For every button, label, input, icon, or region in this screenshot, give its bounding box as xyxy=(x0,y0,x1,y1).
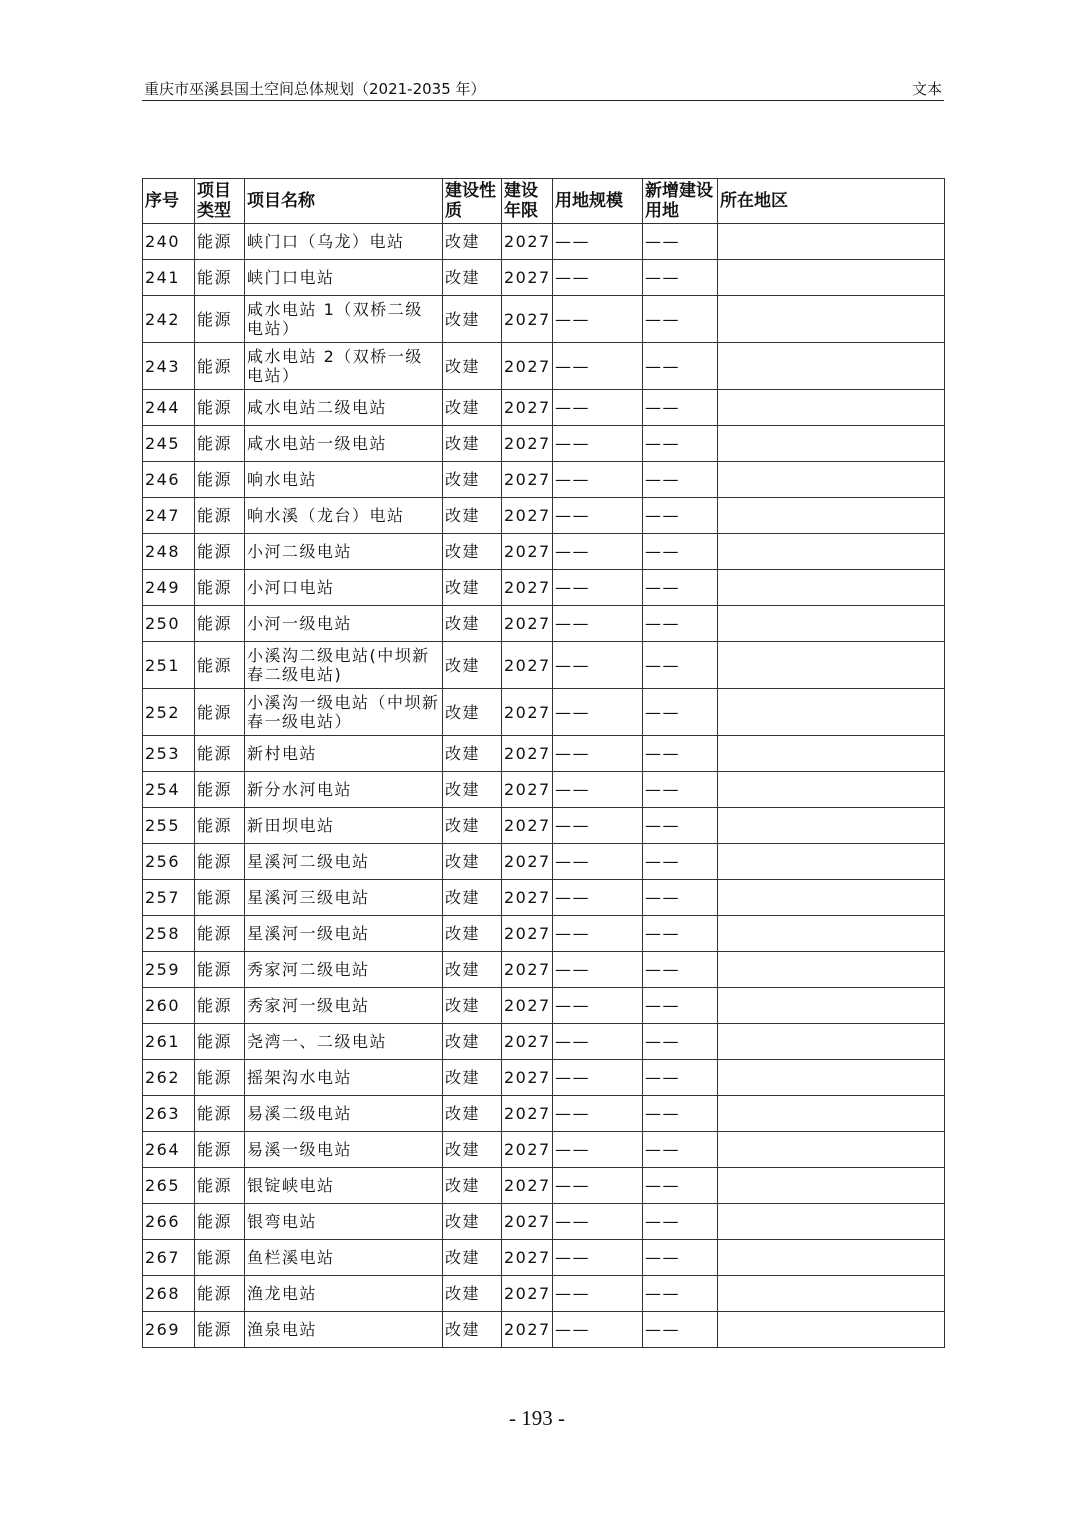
table-row xyxy=(143,988,945,1024)
cell-col-index: 241 xyxy=(143,260,195,296)
table-row xyxy=(143,296,945,343)
cell-col-nature: 改建 xyxy=(443,689,502,736)
cell-col-year: 2027 xyxy=(502,426,553,462)
header-col-land-scale: 用地规模 xyxy=(553,179,643,224)
cell-col-type: 能源 xyxy=(195,952,245,988)
cell-col-nature: 改建 xyxy=(443,224,502,260)
cell-col-new-land: —— xyxy=(643,343,718,390)
cell-col-type: 能源 xyxy=(195,1096,245,1132)
cell-col-type: 能源 xyxy=(195,844,245,880)
cell-col-type: 能源 xyxy=(195,498,245,534)
cell-col-type: 能源 xyxy=(195,606,245,642)
table-row xyxy=(143,260,945,296)
cell-col-land-scale: —— xyxy=(553,844,643,880)
cell-col-index: 254 xyxy=(143,772,195,808)
cell-col-new-land: —— xyxy=(643,880,718,916)
cell-col-new-land: —— xyxy=(643,772,718,808)
cell-col-land-scale: —— xyxy=(553,1276,643,1312)
cell-col-index: 261 xyxy=(143,1024,195,1060)
header-col-type: 项目类型 xyxy=(195,179,245,224)
cell-col-index: 263 xyxy=(143,1096,195,1132)
cell-col-location xyxy=(718,498,945,534)
cell-col-year: 2027 xyxy=(502,343,553,390)
cell-col-land-scale: —— xyxy=(553,952,643,988)
cell-col-new-land: —— xyxy=(643,606,718,642)
cell-col-land-scale: —— xyxy=(553,390,643,426)
cell-col-type: 能源 xyxy=(195,1024,245,1060)
cell-col-nature: 改建 xyxy=(443,772,502,808)
cell-col-new-land: —— xyxy=(643,642,718,689)
cell-col-index: 248 xyxy=(143,534,195,570)
cell-col-type: 能源 xyxy=(195,224,245,260)
cell-col-new-land: —— xyxy=(643,260,718,296)
cell-col-index: 244 xyxy=(143,390,195,426)
cell-col-type: 能源 xyxy=(195,916,245,952)
cell-col-land-scale: —— xyxy=(553,689,643,736)
cell-col-location xyxy=(718,1168,945,1204)
cell-col-year: 2027 xyxy=(502,1132,553,1168)
cell-col-nature: 改建 xyxy=(443,343,502,390)
cell-col-index: 266 xyxy=(143,1204,195,1240)
table-header-row xyxy=(143,179,945,224)
cell-col-land-scale: —— xyxy=(553,498,643,534)
cell-col-location xyxy=(718,952,945,988)
cell-col-land-scale: —— xyxy=(553,1132,643,1168)
cell-col-nature: 改建 xyxy=(443,1168,502,1204)
cell-col-type: 能源 xyxy=(195,570,245,606)
cell-col-type: 能源 xyxy=(195,988,245,1024)
cell-col-new-land: —— xyxy=(643,689,718,736)
cell-col-type: 能源 xyxy=(195,1276,245,1312)
page-number: - 193 - xyxy=(509,1406,565,1430)
table-row xyxy=(143,1312,945,1348)
cell-col-year: 2027 xyxy=(502,1096,553,1132)
table-row xyxy=(143,952,945,988)
cell-col-location xyxy=(718,426,945,462)
project-table xyxy=(142,178,945,1348)
cell-col-nature: 改建 xyxy=(443,642,502,689)
cell-col-year: 2027 xyxy=(502,534,553,570)
cell-col-new-land: —— xyxy=(643,570,718,606)
cell-col-land-scale: —— xyxy=(553,1096,643,1132)
cell-col-nature: 改建 xyxy=(443,1204,502,1240)
cell-col-year: 2027 xyxy=(502,1276,553,1312)
table-row xyxy=(143,1060,945,1096)
cell-col-nature: 改建 xyxy=(443,1312,502,1348)
cell-col-land-scale: —— xyxy=(553,343,643,390)
cell-col-land-scale: —— xyxy=(553,426,643,462)
cell-col-new-land: —— xyxy=(643,1024,718,1060)
table-row xyxy=(143,1168,945,1204)
cell-col-new-land: —— xyxy=(643,1132,718,1168)
cell-col-index: 265 xyxy=(143,1168,195,1204)
cell-col-nature: 改建 xyxy=(443,534,502,570)
cell-col-type: 能源 xyxy=(195,642,245,689)
cell-col-land-scale: —— xyxy=(553,570,643,606)
cell-col-location xyxy=(718,1132,945,1168)
cell-col-year: 2027 xyxy=(502,1168,553,1204)
cell-col-new-land: —— xyxy=(643,296,718,343)
cell-col-name: 摇架沟水电站 xyxy=(245,1060,443,1096)
cell-col-nature: 改建 xyxy=(443,390,502,426)
cell-col-land-scale: —— xyxy=(553,736,643,772)
table-row xyxy=(143,390,945,426)
cell-col-name: 星溪河三级电站 xyxy=(245,880,443,916)
cell-col-index: 264 xyxy=(143,1132,195,1168)
cell-col-location xyxy=(718,808,945,844)
cell-col-year: 2027 xyxy=(502,808,553,844)
cell-col-type: 能源 xyxy=(195,426,245,462)
cell-col-land-scale: —— xyxy=(553,1024,643,1060)
cell-col-location xyxy=(718,1024,945,1060)
cell-col-name: 秀家河一级电站 xyxy=(245,988,443,1024)
cell-col-name: 新村电站 xyxy=(245,736,443,772)
cell-col-nature: 改建 xyxy=(443,916,502,952)
cell-col-type: 能源 xyxy=(195,1132,245,1168)
cell-col-type: 能源 xyxy=(195,296,245,343)
cell-col-name: 咸水电站 2（双桥一级电站） xyxy=(245,343,443,390)
table-row xyxy=(143,880,945,916)
cell-col-land-scale: —— xyxy=(553,880,643,916)
cell-col-year: 2027 xyxy=(502,689,553,736)
header-col-location: 所在地区 xyxy=(718,179,945,224)
cell-col-nature: 改建 xyxy=(443,1024,502,1060)
table-row xyxy=(143,1240,945,1276)
cell-col-name: 银锭峡电站 xyxy=(245,1168,443,1204)
cell-col-location xyxy=(718,1096,945,1132)
cell-col-location xyxy=(718,988,945,1024)
cell-col-nature: 改建 xyxy=(443,1276,502,1312)
cell-col-land-scale: —— xyxy=(553,988,643,1024)
cell-col-name: 星溪河一级电站 xyxy=(245,916,443,952)
cell-col-nature: 改建 xyxy=(443,1132,502,1168)
page-header xyxy=(142,76,944,101)
cell-col-index: 251 xyxy=(143,642,195,689)
cell-col-location xyxy=(718,462,945,498)
cell-col-type: 能源 xyxy=(195,772,245,808)
cell-col-location xyxy=(718,736,945,772)
table-row xyxy=(143,772,945,808)
cell-col-new-land: —— xyxy=(643,390,718,426)
cell-col-new-land: —— xyxy=(643,426,718,462)
cell-col-land-scale: —— xyxy=(553,260,643,296)
cell-col-location xyxy=(718,1312,945,1348)
cell-col-new-land: —— xyxy=(643,1060,718,1096)
cell-col-nature: 改建 xyxy=(443,952,502,988)
cell-col-new-land: —— xyxy=(643,1240,718,1276)
cell-col-index: 255 xyxy=(143,808,195,844)
cell-col-index: 262 xyxy=(143,1060,195,1096)
cell-col-year: 2027 xyxy=(502,1024,553,1060)
cell-col-type: 能源 xyxy=(195,1240,245,1276)
cell-col-location xyxy=(718,534,945,570)
cell-col-type: 能源 xyxy=(195,880,245,916)
table-body xyxy=(143,224,945,1348)
cell-col-name: 渔泉电站 xyxy=(245,1312,443,1348)
cell-col-new-land: —— xyxy=(643,1276,718,1312)
cell-col-name: 渔龙电站 xyxy=(245,1276,443,1312)
cell-col-nature: 改建 xyxy=(443,606,502,642)
cell-col-land-scale: —— xyxy=(553,1312,643,1348)
table-row xyxy=(143,916,945,952)
cell-col-name: 鱼栏溪电站 xyxy=(245,1240,443,1276)
cell-col-year: 2027 xyxy=(502,224,553,260)
cell-col-index: 245 xyxy=(143,426,195,462)
cell-col-land-scale: —— xyxy=(553,916,643,952)
cell-col-name: 小河二级电站 xyxy=(245,534,443,570)
cell-col-land-scale: —— xyxy=(553,296,643,343)
cell-col-year: 2027 xyxy=(502,296,553,343)
cell-col-land-scale: —— xyxy=(553,606,643,642)
cell-col-new-land: —— xyxy=(643,1096,718,1132)
cell-col-index: 256 xyxy=(143,844,195,880)
cell-col-location xyxy=(718,296,945,343)
cell-col-type: 能源 xyxy=(195,390,245,426)
cell-col-new-land: —— xyxy=(643,1204,718,1240)
table-row xyxy=(143,736,945,772)
cell-col-name: 星溪河二级电站 xyxy=(245,844,443,880)
cell-col-name: 秀家河二级电站 xyxy=(245,952,443,988)
cell-col-year: 2027 xyxy=(502,462,553,498)
cell-col-name: 峡门口电站 xyxy=(245,260,443,296)
cell-col-new-land: —— xyxy=(643,736,718,772)
cell-col-type: 能源 xyxy=(195,260,245,296)
cell-col-year: 2027 xyxy=(502,606,553,642)
cell-col-name: 银弯电站 xyxy=(245,1204,443,1240)
cell-col-year: 2027 xyxy=(502,390,553,426)
table-row xyxy=(143,426,945,462)
cell-col-type: 能源 xyxy=(195,1312,245,1348)
cell-col-index: 250 xyxy=(143,606,195,642)
cell-col-name: 小溪沟二级电站(中坝新春二级电站) xyxy=(245,642,443,689)
cell-col-type: 能源 xyxy=(195,1204,245,1240)
cell-col-new-land: —— xyxy=(643,916,718,952)
cell-col-name: 易溪一级电站 xyxy=(245,1132,443,1168)
table-row xyxy=(143,808,945,844)
table-row xyxy=(143,343,945,390)
cell-col-land-scale: —— xyxy=(553,1240,643,1276)
cell-col-location xyxy=(718,1240,945,1276)
table-row xyxy=(143,1096,945,1132)
cell-col-type: 能源 xyxy=(195,462,245,498)
header-col-new-land: 新增建设用地 xyxy=(643,179,718,224)
cell-col-index: 242 xyxy=(143,296,195,343)
cell-col-nature: 改建 xyxy=(443,570,502,606)
cell-col-nature: 改建 xyxy=(443,844,502,880)
cell-col-location xyxy=(718,224,945,260)
cell-col-location xyxy=(718,570,945,606)
cell-col-land-scale: —— xyxy=(553,1204,643,1240)
cell-col-new-land: —— xyxy=(643,462,718,498)
cell-col-location xyxy=(718,606,945,642)
cell-col-location xyxy=(718,844,945,880)
cell-col-new-land: —— xyxy=(643,1168,718,1204)
cell-col-location xyxy=(718,1204,945,1240)
cell-col-nature: 改建 xyxy=(443,296,502,343)
cell-col-year: 2027 xyxy=(502,952,553,988)
cell-col-nature: 改建 xyxy=(443,880,502,916)
cell-col-year: 2027 xyxy=(502,844,553,880)
cell-col-year: 2027 xyxy=(502,498,553,534)
table-row xyxy=(143,224,945,260)
cell-col-index: 243 xyxy=(143,343,195,390)
cell-col-nature: 改建 xyxy=(443,498,502,534)
cell-col-new-land: —— xyxy=(643,1312,718,1348)
cell-col-land-scale: —— xyxy=(553,642,643,689)
cell-col-name: 尧湾一、二级电站 xyxy=(245,1024,443,1060)
table-row xyxy=(143,1132,945,1168)
cell-col-index: 269 xyxy=(143,1312,195,1348)
cell-col-year: 2027 xyxy=(502,1312,553,1348)
cell-col-name: 新田坝电站 xyxy=(245,808,443,844)
cell-col-year: 2027 xyxy=(502,736,553,772)
cell-col-year: 2027 xyxy=(502,642,553,689)
cell-col-index: 253 xyxy=(143,736,195,772)
cell-col-name: 咸水电站 1（双桥二级电站） xyxy=(245,296,443,343)
cell-col-new-land: —— xyxy=(643,498,718,534)
cell-col-new-land: —— xyxy=(643,224,718,260)
section-label: 文本 xyxy=(911,80,942,98)
cell-col-nature: 改建 xyxy=(443,260,502,296)
table-row xyxy=(143,606,945,642)
cell-col-nature: 改建 xyxy=(443,988,502,1024)
header-col-name: 项目名称 xyxy=(245,179,443,224)
cell-col-nature: 改建 xyxy=(443,808,502,844)
cell-col-location xyxy=(718,916,945,952)
cell-col-type: 能源 xyxy=(195,736,245,772)
cell-col-name: 小河一级电站 xyxy=(245,606,443,642)
cell-col-location xyxy=(718,642,945,689)
cell-col-land-scale: —— xyxy=(553,534,643,570)
cell-col-location xyxy=(718,772,945,808)
cell-col-land-scale: —— xyxy=(553,772,643,808)
cell-col-type: 能源 xyxy=(195,689,245,736)
table-row xyxy=(143,534,945,570)
cell-col-location xyxy=(718,880,945,916)
cell-col-nature: 改建 xyxy=(443,1060,502,1096)
cell-col-name: 峡门口（乌龙）电站 xyxy=(245,224,443,260)
cell-col-new-land: —— xyxy=(643,808,718,844)
cell-col-year: 2027 xyxy=(502,1060,553,1096)
cell-col-index: 252 xyxy=(143,689,195,736)
cell-col-index: 257 xyxy=(143,880,195,916)
header-col-nature: 建设性质 xyxy=(443,179,502,224)
cell-col-year: 2027 xyxy=(502,570,553,606)
cell-col-type: 能源 xyxy=(195,1060,245,1096)
table-row xyxy=(143,498,945,534)
cell-col-type: 能源 xyxy=(195,808,245,844)
cell-col-nature: 改建 xyxy=(443,736,502,772)
cell-col-location xyxy=(718,343,945,390)
cell-col-index: 246 xyxy=(143,462,195,498)
cell-col-year: 2027 xyxy=(502,916,553,952)
cell-col-index: 259 xyxy=(143,952,195,988)
cell-col-new-land: —— xyxy=(643,988,718,1024)
cell-col-location xyxy=(718,1060,945,1096)
cell-col-nature: 改建 xyxy=(443,1096,502,1132)
cell-col-name: 咸水电站一级电站 xyxy=(245,426,443,462)
table-row xyxy=(143,1276,945,1312)
header-col-year: 建设年限 xyxy=(502,179,553,224)
table-row xyxy=(143,642,945,689)
cell-col-name: 新分水河电站 xyxy=(245,772,443,808)
document-title: 重庆市巫溪县国土空间总体规划（2021-2035 年） xyxy=(144,80,486,98)
cell-col-land-scale: —— xyxy=(553,808,643,844)
cell-col-index: 268 xyxy=(143,1276,195,1312)
cell-col-new-land: —— xyxy=(643,534,718,570)
table-row xyxy=(143,462,945,498)
cell-col-type: 能源 xyxy=(195,534,245,570)
cell-col-index: 249 xyxy=(143,570,195,606)
header-col-index: 序号 xyxy=(143,179,195,224)
cell-col-year: 2027 xyxy=(502,880,553,916)
cell-col-index: 260 xyxy=(143,988,195,1024)
cell-col-year: 2027 xyxy=(502,1240,553,1276)
cell-col-name: 咸水电站二级电站 xyxy=(245,390,443,426)
cell-col-nature: 改建 xyxy=(443,426,502,462)
cell-col-name: 易溪二级电站 xyxy=(245,1096,443,1132)
cell-col-location xyxy=(718,689,945,736)
table-row xyxy=(143,689,945,736)
cell-col-name: 小溪沟一级电站（中坝新春一级电站） xyxy=(245,689,443,736)
cell-col-new-land: —— xyxy=(643,844,718,880)
cell-col-land-scale: —— xyxy=(553,224,643,260)
cell-col-land-scale: —— xyxy=(553,462,643,498)
cell-col-year: 2027 xyxy=(502,988,553,1024)
table-row xyxy=(143,1204,945,1240)
cell-col-location xyxy=(718,1276,945,1312)
cell-col-nature: 改建 xyxy=(443,462,502,498)
table-row xyxy=(143,844,945,880)
cell-col-index: 267 xyxy=(143,1240,195,1276)
table-row xyxy=(143,1024,945,1060)
cell-col-land-scale: —— xyxy=(553,1060,643,1096)
cell-col-name: 响水电站 xyxy=(245,462,443,498)
cell-col-location xyxy=(718,390,945,426)
cell-col-index: 240 xyxy=(143,224,195,260)
cell-col-year: 2027 xyxy=(502,1204,553,1240)
cell-col-new-land: —— xyxy=(643,952,718,988)
cell-col-year: 2027 xyxy=(502,260,553,296)
table-row xyxy=(143,570,945,606)
cell-col-land-scale: —— xyxy=(553,1168,643,1204)
cell-col-name: 响水溪（龙台）电站 xyxy=(245,498,443,534)
cell-col-location xyxy=(718,260,945,296)
cell-col-index: 247 xyxy=(143,498,195,534)
cell-col-index: 258 xyxy=(143,916,195,952)
cell-col-type: 能源 xyxy=(195,343,245,390)
cell-col-type: 能源 xyxy=(195,1168,245,1204)
cell-col-year: 2027 xyxy=(502,772,553,808)
cell-col-nature: 改建 xyxy=(443,1240,502,1276)
cell-col-name: 小河口电站 xyxy=(245,570,443,606)
